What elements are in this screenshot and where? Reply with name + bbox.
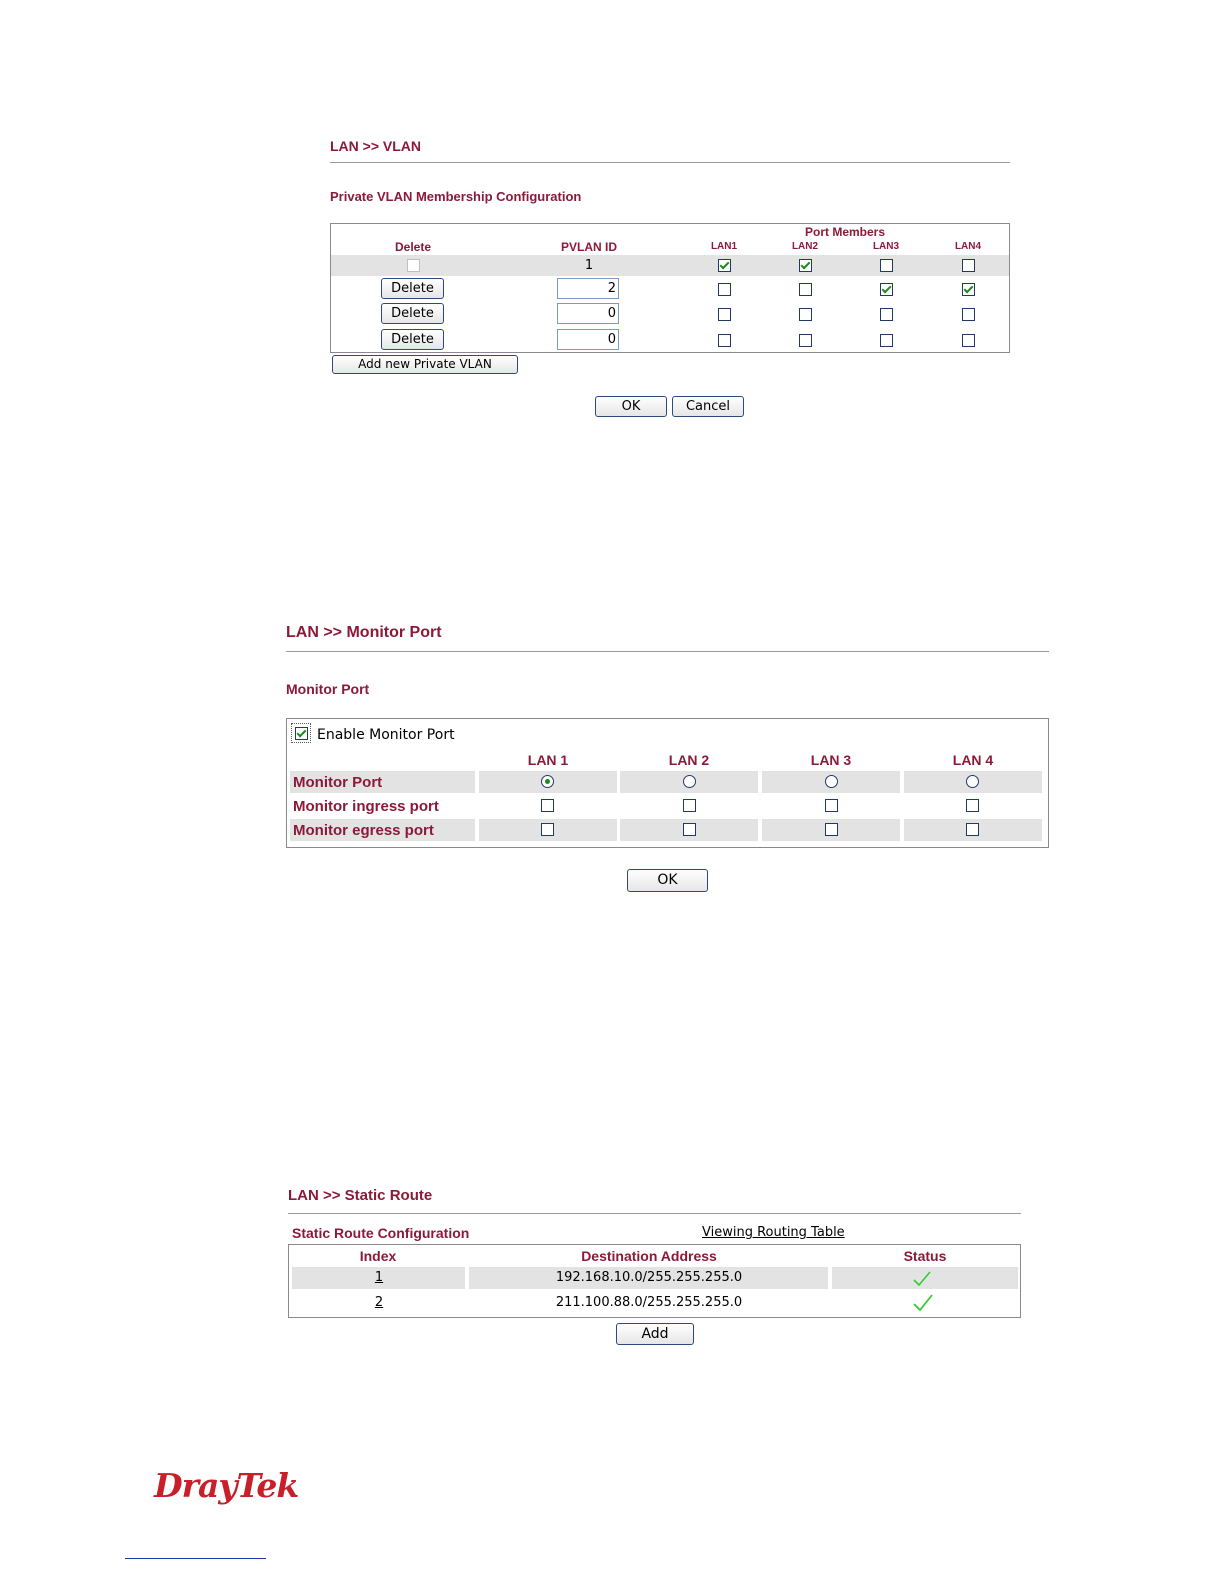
vlan-1-lan1-checkbox[interactable]	[718, 259, 731, 272]
ingress-lan2-checkbox[interactable]	[683, 799, 696, 812]
vlan-1-lan3-checkbox[interactable]	[880, 259, 893, 272]
lan2-column-header: LAN 2	[668, 752, 710, 768]
route-index-link[interactable]: 2	[374, 1295, 384, 1310]
cancel-button[interactable]: Cancel	[672, 396, 744, 417]
route-index-link[interactable]: 1	[374, 1270, 384, 1285]
vlan-2-lan3-checkbox[interactable]	[880, 283, 893, 296]
draytek-logo: DrayTek	[154, 1466, 299, 1505]
vlan-2-lan2-checkbox[interactable]	[799, 283, 812, 296]
delete-button[interactable]: Delete	[381, 303, 444, 324]
monitor-port-row-label: Monitor Port	[293, 774, 383, 791]
vlan-3-lan4-checkbox[interactable]	[962, 308, 975, 321]
monitor-port-lan3-radio[interactable]	[825, 775, 838, 788]
pvlan-id-input[interactable]: 0	[557, 303, 619, 324]
vlan-3-lan3-checkbox[interactable]	[880, 308, 893, 321]
add-private-vlan-button[interactable]: Add new Private VLAN	[332, 355, 518, 374]
monitor-port-lan4-radio[interactable]	[966, 775, 979, 788]
lan3-column-header: LAN3	[872, 241, 900, 252]
lan1-column-header: LAN1	[710, 241, 738, 252]
egress-lan1-checkbox[interactable]	[541, 823, 554, 836]
vlan-page-title: LAN >> VLAN	[330, 138, 422, 154]
vlan-4-lan4-checkbox[interactable]	[962, 334, 975, 347]
monitor-ingress-row-label: Monitor ingress port	[293, 798, 439, 815]
index-column-header: Index	[359, 1248, 397, 1264]
route-destination: 192.168.10.0/255.255.255.0	[555, 1270, 743, 1285]
vlan-2-lan4-checkbox[interactable]	[962, 283, 975, 296]
monitor-divider	[286, 651, 1049, 652]
static-route-divider	[288, 1213, 1021, 1214]
vlan-1-lan2-checkbox[interactable]	[799, 259, 812, 272]
vlan-3-lan1-checkbox[interactable]	[718, 308, 731, 321]
lan4-column-header: LAN4	[954, 241, 982, 252]
static-route-page-title: LAN >> Static Route	[288, 1187, 433, 1204]
static-route-section-title: Static Route Configuration	[292, 1225, 470, 1241]
delete-button[interactable]: Delete	[381, 278, 444, 299]
monitor-section-title: Monitor Port	[286, 681, 370, 697]
add-button[interactable]: Add	[616, 1323, 694, 1345]
monitor-page-title: LAN >> Monitor Port	[286, 624, 442, 641]
vlan-4-lan3-checkbox[interactable]	[880, 334, 893, 347]
vlan-row-1-background	[331, 255, 1009, 276]
ok-button[interactable]: OK	[595, 396, 667, 417]
vlan-4-lan1-checkbox[interactable]	[718, 334, 731, 347]
footer-rule	[125, 1558, 266, 1559]
pvlan-id-value: 1	[584, 258, 594, 273]
egress-lan3-checkbox[interactable]	[825, 823, 838, 836]
route-destination: 211.100.88.0/255.255.255.0	[555, 1295, 743, 1310]
monitor-port-lan1-radio[interactable]	[541, 775, 554, 788]
egress-lan4-checkbox[interactable]	[966, 823, 979, 836]
vlan-4-lan2-checkbox[interactable]	[799, 334, 812, 347]
destination-column-header: Destination Address	[581, 1248, 717, 1264]
vlan-section-title: Private VLAN Membership Configuration	[330, 189, 582, 204]
delete-column-header: Delete	[394, 240, 432, 254]
pvlan-id-column-header: PVLAN ID	[560, 240, 617, 254]
vlan-3-lan2-checkbox[interactable]	[799, 308, 812, 321]
vlan-divider	[330, 162, 1010, 163]
pvlan-id-input[interactable]: 0	[557, 329, 619, 350]
status-check-icon	[912, 1270, 932, 1288]
egress-lan2-checkbox[interactable]	[683, 823, 696, 836]
ingress-lan3-checkbox[interactable]	[825, 799, 838, 812]
lan4-column-header: LAN 4	[952, 752, 994, 768]
status-check-icon	[912, 1293, 934, 1313]
delete-button[interactable]: Delete	[381, 329, 444, 350]
port-members-header: Port Members	[804, 225, 886, 239]
delete-checkbox[interactable]	[407, 259, 420, 272]
ok-button[interactable]: OK	[627, 869, 708, 892]
enable-monitor-label: Enable Monitor Port	[317, 727, 455, 743]
pvlan-id-input[interactable]: 2	[557, 278, 619, 299]
monitor-port-lan2-radio[interactable]	[683, 775, 696, 788]
ingress-lan1-checkbox[interactable]	[541, 799, 554, 812]
status-column-header: Status	[903, 1248, 947, 1264]
enable-monitor-checkbox[interactable]	[295, 727, 308, 740]
viewing-routing-table-link[interactable]: Viewing Routing Table	[702, 1225, 845, 1240]
vlan-2-lan1-checkbox[interactable]	[718, 283, 731, 296]
monitor-egress-row-label: Monitor egress port	[293, 822, 434, 839]
ingress-lan4-checkbox[interactable]	[966, 799, 979, 812]
vlan-1-lan4-checkbox[interactable]	[962, 259, 975, 272]
lan1-column-header: LAN 1	[527, 752, 569, 768]
lan3-column-header: LAN 3	[810, 752, 852, 768]
lan2-column-header: LAN2	[791, 241, 819, 252]
